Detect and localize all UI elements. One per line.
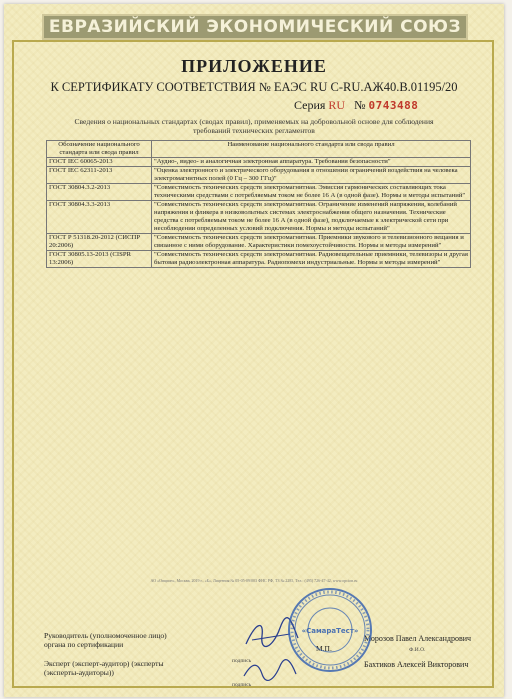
standard-name: "Совместимость технических средств электромагнитная. Приемники звукового и телевизионного вещания и связанное с ними оборудование. Характеристики помехоустойчивости. Нормы и методы измерений": [152, 234, 471, 251]
standard-code: ГОСТ IEC 60065-2013: [47, 158, 152, 167]
expert-name: Бахтиков Алексей Викторович: [364, 660, 469, 669]
head-signature-block: [44, 632, 184, 649]
standard-name: "Совместимость технических средств электромагнитная. Эмиссия гармонических составляющих тока техническими средствами с потребляемым током не более 16 А (в одной фазе). Нормы и методы испытаний": [152, 184, 471, 201]
expert-signature-caption: подпись: [232, 682, 252, 688]
standards-table: [46, 140, 471, 268]
standard-name: "Совместимость технических средств электромагнитная. Радиовещательные приемники, телевизоры и другая бытовая радиоэлектронная аппаратура. Радиопомехи индустриальные. Нормы и методы измерений": [152, 251, 471, 268]
certificate-sheet: [4, 4, 504, 697]
series-no-label: №: [354, 98, 366, 112]
intro-text: Сведения о национальных стандартах (сводах правил), применяемых на добровольной основе для соблюдения требований технических регламентов: [74, 117, 434, 135]
series-prefix: RU: [328, 98, 346, 112]
head-signature-caption: подпись: [232, 658, 252, 664]
standard-code: ГОСТ 30804.3.3-2013: [47, 201, 152, 234]
table-row: [47, 251, 471, 268]
table-row: [47, 184, 471, 201]
column-header-name: Наименование национального стандарта или свода правил: [152, 141, 471, 158]
stamp-place-label: М.П.: [316, 644, 332, 653]
expert-signature-block: [44, 660, 194, 677]
certificate-reference: К СЕРТИФИКАТУ СООТВЕТСТВИЯ № ЕАЭС RU C-RU.АЖ40.В.01195/20: [50, 80, 458, 94]
expert-label: Эксперт (эксперт-аудитор) (эксперты (эксперты-аудиторы)): [44, 659, 164, 677]
head-name-caption: Ф.И.О.: [409, 647, 426, 653]
printer-line: АО «Опцион», Москва, 2019 г., «Б», Лицензия № 05-05-09/003 ФНС РФ, ТЗ № 2285, Тел.: (495) 726-47-42, www.opcion.ru: [150, 578, 358, 583]
series-number: [294, 98, 418, 113]
decorative-frame: [12, 40, 494, 688]
series-label: Серия: [294, 98, 326, 112]
column-header-code: Обозначение национального стандарта или свода правил: [47, 141, 152, 158]
standard-code: ГОСТ 30805.13-2013 (CISPR 13:2006): [47, 251, 152, 268]
head-label: Руководитель (уполномоченное лицо) органа по сертификации: [44, 631, 167, 649]
page-title: ПРИЛОЖЕНИЕ: [181, 56, 327, 76]
table-row: [47, 158, 471, 167]
banner-text: ЕВРАЗИЙСКИЙ ЭКОНОМИЧЕСКИЙ СОЮЗ: [48, 17, 462, 37]
union-banner: [42, 14, 468, 40]
table-row: [47, 201, 471, 234]
standard-name: "Оценка электронного и электрического оборудования в отношении ограничений воздействия на человека электромагнитных полей (0 Гц – 300 ГГц)": [152, 167, 471, 184]
organization-seal-icon: [286, 586, 374, 674]
serial-number: 0743488: [368, 99, 419, 112]
standard-code: ГОСТ IEC 62311-2013: [47, 167, 152, 184]
head-name: Морозов Павел Александрович: [364, 634, 472, 643]
standard-name: "Совместимость технических средств электромагнитная. Ограничение изменений напряжения, колебаний напряжения и фликера в низковольтных системах электроснабжения общего назначения. Технические средства с потребляемым током не более 16 А (в одной фазе), подключаемые к электрической сети при несоблюдении определенных условий подключения. Нормы и методы испытаний": [152, 201, 471, 234]
standard-code: ГОСТ 30804.3.2-2013: [47, 184, 152, 201]
table-row: [47, 167, 471, 184]
table-row: [47, 234, 471, 251]
standard-name: "Аудио-, видео- и аналогичная электронная аппаратура. Требования безопасности": [152, 158, 471, 167]
table-header-row: [47, 141, 471, 158]
seal-text: «СамараТест»: [301, 627, 359, 635]
standard-code: ГОСТ Р 51318.20-2012 (СИСПР 20:2006): [47, 234, 152, 251]
